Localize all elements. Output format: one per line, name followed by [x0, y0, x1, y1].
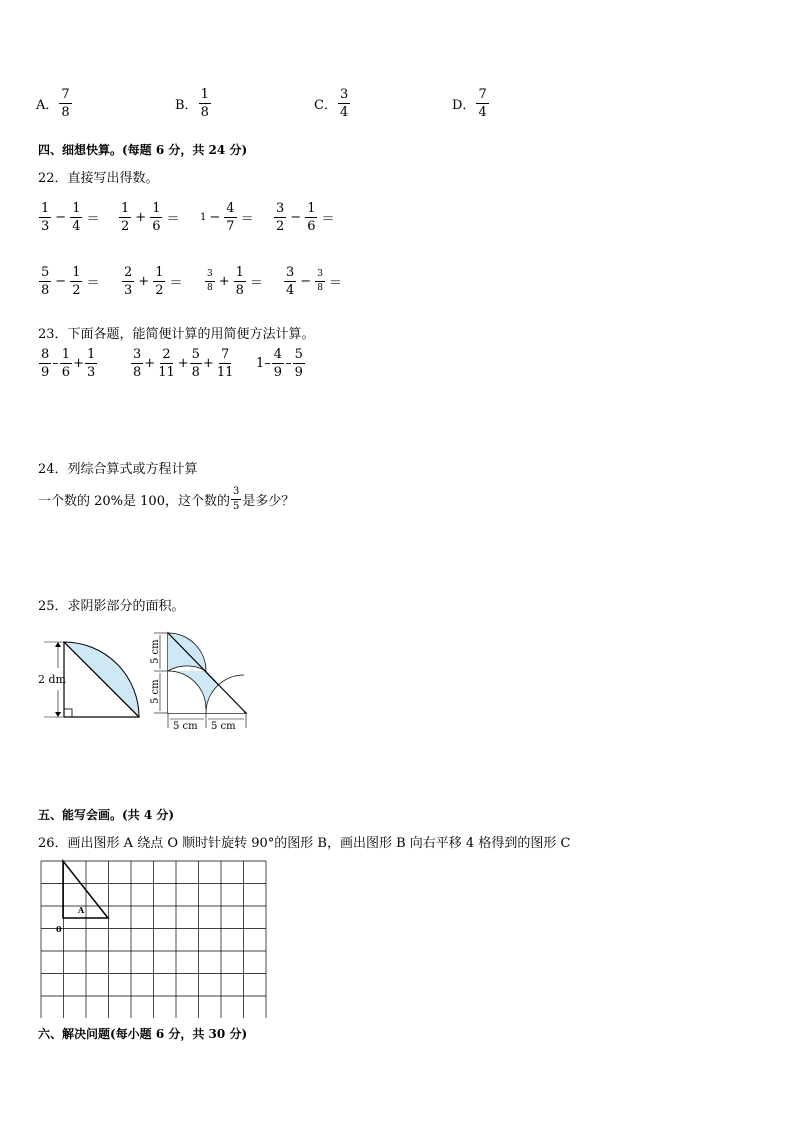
- q23-expr-3: 1– $\frac{4}{9}$ – $\frac{5}{9}$: [256, 347, 303, 380]
- q22-expr-8: $\frac{3}{4}$ − $\frac{3}{8}$ ＝: [286, 265, 342, 298]
- q22-expr-5: $\frac{5}{8}$ − $\frac{1}{2}$ ＝: [41, 265, 100, 298]
- q25-title: 25．求阴影部分的面积。: [38, 599, 185, 614]
- q22-expr-1: $\frac{1}{3}$ − $\frac{1}{4}$ ＝: [41, 201, 100, 234]
- choice-fraction: $\frac{1}{8}$: [200, 87, 209, 120]
- section-6-heading: 六、解决问题(每小题 6 分，共 30 分): [38, 1027, 248, 1041]
- choice-b: [175, 88, 212, 119]
- q22-expr-2: $\frac{1}{2}$ + $\frac{1}{6}$ ＝: [121, 201, 180, 234]
- choice-letter: B．: [175, 98, 198, 113]
- q24-body: 一个数的 20%是 100，这个数的 $\frac{3}{5}$ 是多少？: [38, 486, 295, 512]
- choice-d: [452, 88, 490, 119]
- q23-expr-1: $\frac{8}{9}$ – $\frac{1}{6}$ + $\frac{1}{3}$: [41, 347, 96, 380]
- label-a: A: [78, 905, 85, 915]
- q22-expr-6: $\frac{2}{3}$ + $\frac{1}{2}$ ＝: [124, 265, 183, 298]
- label-5cm-left: 5 cm: [173, 721, 198, 732]
- q22-title: 22．直接写出得数。: [38, 171, 159, 186]
- choice-letter: D．: [452, 98, 476, 113]
- choice-letter: A．: [36, 98, 59, 113]
- choice-c: [314, 88, 351, 119]
- quarter-circle-figure: [38, 642, 139, 717]
- triangle-a: [63, 861, 108, 918]
- grid: [41, 861, 266, 1018]
- q23-title: 23．下面各题，能简便计算的用简便方法计算。: [38, 327, 315, 342]
- label-5cm-top: 5 cm: [150, 639, 161, 664]
- q25-figures: [36, 628, 256, 733]
- q24-title: 24．列综合算式或方程计算: [38, 462, 198, 477]
- q26-title: 26．画出图形 A 绕点 O 顺时针旋转 90°的图形 B，画出图形 B 向右平移 4 格得到的图形 C: [38, 836, 571, 851]
- label-5cm-mid: 5 cm: [150, 679, 161, 704]
- choice-fraction: $\frac{3}{4}$: [339, 87, 349, 120]
- label-2dm: 2 dm: [38, 673, 66, 686]
- choice-letter: C．: [314, 98, 337, 113]
- q22-expr-3: 1 − $\frac{4}{7}$ ＝: [200, 201, 254, 234]
- q22-expr-4: $\frac{3}{2}$ − $\frac{1}{6}$ ＝: [276, 201, 335, 234]
- q23-expr-2: $\frac{3}{8}$ + $\frac{2}{11}$ + $\frac{5}{8}$ + $\frac{7}{11}$: [133, 347, 234, 380]
- label-o: 0: [56, 924, 62, 934]
- section-4-heading: 四、细想快算。(每题 6 分，共 24 分): [38, 143, 248, 157]
- choice-fraction: $\frac{7}{4}$: [478, 87, 487, 120]
- triangle-figure: [150, 633, 246, 732]
- q22-expr-7: $\frac{3}{8}$ + $\frac{1}{8}$ ＝: [207, 265, 263, 298]
- label-5cm-right: 5 cm: [211, 721, 236, 732]
- choice-a: [36, 88, 73, 119]
- q26-grid-figure: [40, 858, 270, 1018]
- choice-fraction: $\frac{7}{8}$: [61, 87, 70, 120]
- section-5-heading: 五、能写会画。(共 4 分): [38, 808, 175, 822]
